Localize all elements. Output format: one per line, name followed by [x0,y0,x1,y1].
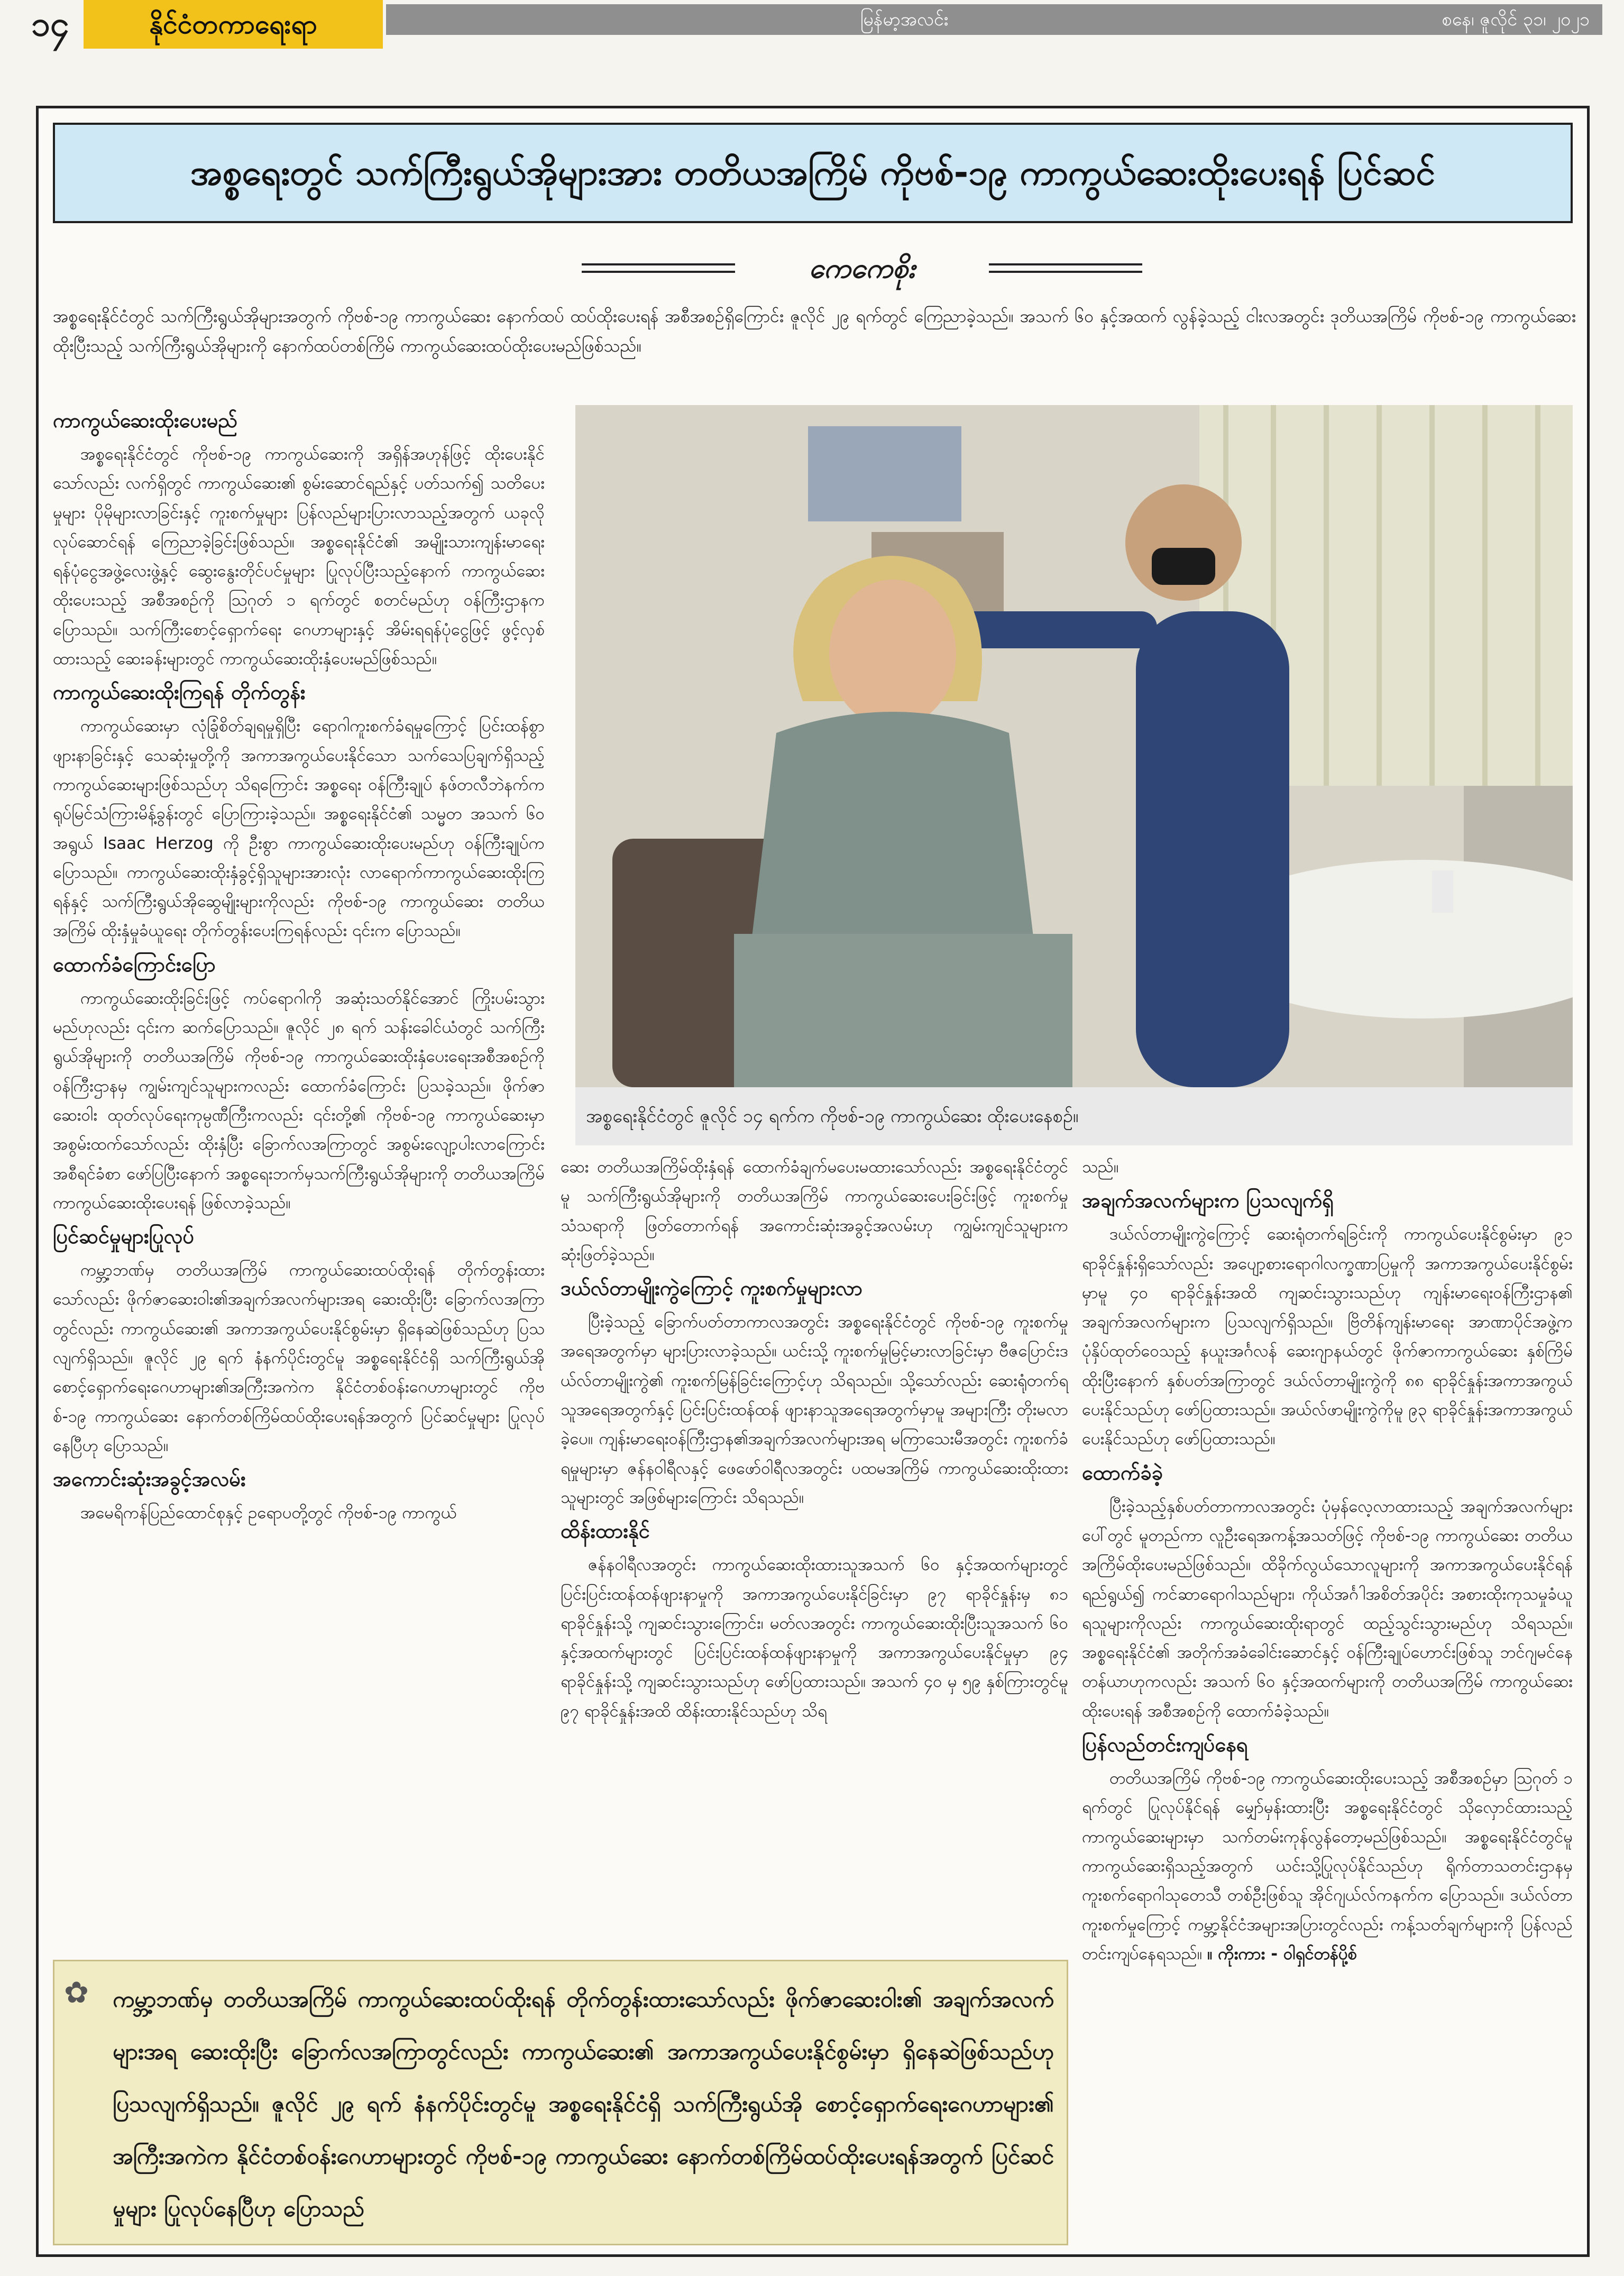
paragraph: ဒယ်လ်တာမျိုးကွဲကြောင့် ဆေးရုံတက်ရခြင်းကို ကာကွယ်ပေးနိုင်စွမ်းမှာ ၉၁ ရာခိုင်နှုန်းရှိသော်လည်း အပျော့စားရောဂါလက္ခဏာပြမှုကို အကာအကွယ်ပေးနိုင်စွမ်းမှာမူ ၄၀ ရာခိုင်နှုန်းအထိ ကျဆင်းသွားသည်ဟု ကျန်းမာရေးဝန်ကြီးဌာန၏ အချက်အလက်များက ပြသလျက်ရှိသည်။ ဗြိတိန်ကျန်းမာရေး အာဏာပိုင်အဖွဲ့က ပုံနှိပ်ထုတ်ဝေသည့် နယူးအင်္ဂလန် ဆေးဂျာနယ်တွင် ဖိုက်ဇာကာကွယ်ဆေး နှစ်ကြိမ်ထိုးပြီးနောက် နှစ်ပတ်အကြာတွင် ဒယ်လ်တာမျိုးကွဲကို ၈၈ ရာခိုင်နှုန်းအကာအကွယ်ပေးနိုင်သည်ဟု ဖော်ပြထားသည်။ အယ်လ်ဖာမျိုးကွဲကိုမူ ၉၃ ရာခိုင်နှုန်းအကာအကွယ်ပေးနိုင်သည်ဟု ဖော်ပြထားသည်။ [1082,1225,1573,1449]
subheading: အချက်အလက်များက ပြသလျက်ရှိ [1082,1189,1334,1213]
article-photo [575,405,1573,1145]
section-label: နိုင်ငံတကာရေးရာ [84,0,383,49]
issue-date: စနေ၊ ဇူလိုင် ၃၁၊ ၂၀၂၁ [1442,9,1590,30]
headline-box [53,123,1573,223]
pull-quote-text: ကမ္ဘာ့ဘဏ်မှ တတိယအကြိမ် ကာကွယ်ဆေးထပ်ထိုးရန် တိုက်တွန်းထားသော်လည်း ဖိုက်ဇာဆေးဝါး၏ အချက်အလက်များအရ ဆေးထိုးပြီး ခြောက်လအကြာတွင်လည်း ကာကွယ်ဆေး၏ အကာအကွယ်ပေးနိုင်စွမ်းမှာ ရှိနေဆဲဖြစ်သည်ဟု ပြသလျက်ရှိသည်။ ဇူလိုင် ၂၉ ရက် နံနက်ပိုင်းတွင်မူ အစ္စရေးနိုင်ငံရှိ သက်ကြီးရွယ်အို စောင့်ရှောက်ရေးဂေဟာများ၏ အကြီးအကဲက နိုင်ငံတစ်ဝန်းဂေဟာများတွင် ကိုဗစ်-၁၉ ကာကွယ်ဆေး နောက်တစ်ကြိမ်ထပ်ထိုးပေးရန်အတွက် ပြင်ဆင်မှုများ ပြုလုပ်နေပြီဟု ပြောသည် [113,1986,1054,2222]
paragraph: ကာကွယ်ဆေးမှာ လုံခြုံစိတ်ချရမှုရှိပြီး ရောဂါကူးစက်ခံရမှုကြောင့် ပြင်းထန်စွာဖျားနာခြင်းနှင့် သေဆုံးမှုတို့ကို အကာအကွယ်ပေးနိုင်သော သက်သေပြချက်ရှိသည့် ကာကွယ်ဆေးများဖြစ်သည်ဟု သိရကြောင်း အစ္စရေး ဝန်ကြီးချုပ် နဖ်တလီဘဲနက်က ရုပ်မြင်သံကြားမိန့်ခွန်းတွင် ပြောကြားခဲ့သည်။ အစ္စရေးနိုင်ငံ၏ သမ္မတ အသက် ၆၀ အရွယ် Isaac Herzog ကို ဦးစွာ ကာကွယ်ဆေးထိုးပေးမည်ဟု ဝန်ကြီးချုပ်က ပြောသည်။ ကာကွယ်ဆေးထိုးနှံခွင့်ရှိသူများအားလုံး လာရောက်ကာကွယ်ဆေးထိုးကြရန်နှင့် သက်ကြီးရွယ်အိုဆွေမျိုးများကိုလည်း ကိုဗစ်-၁၉ ကာကွယ်ဆေး တတိယအကြိမ် ထိုးနှံမှုခံယူရေး တိုက်တွန်းပေးကြရန်လည်း ၎င်းက ပြောသည်။ [53,717,545,941]
byline: ကေကေစိုး [809,253,915,284]
paragraph: အစ္စရေးနိုင်ငံတွင် ကိုဗစ်-၁၉ ကာကွယ်ဆေးကို အရှိန်အဟုန်ဖြင့် ထိုးပေးနိုင်သော်လည်း လက်ရှိတွင် ကာကွယ်ဆေး၏ စွမ်းဆောင်ရည်နှင့် ပတ်သက်၍ သတိပေးမှုများ ပိုမိုများလာခြင်းနှင့် ကူးစက်မှုများ ပြန်လည်များပြားလာသည့်အတွက် ယခုလိုလုပ်ဆောင်ရန် ကြေညာခဲ့ခြင်းဖြစ်သည်။ အစ္စရေးနိုင်ငံ၏ အမျိုးသားကျန်းမာရေးရန်ပုံငွေအဖွဲ့လေးဖွဲ့နှင့် ဆွေးနွေးတိုင်ပင်မှုများ ပြုလုပ်ပြီးသည့်နောက် ကာကွယ်ဆေးထိုးပေးသည့် အစီအစဉ်ကို ဩဂုတ် ၁ ရက်တွင် စတင်မည်ဟု ဝန်ကြီးဌာနက ပြောသည်။ သက်ကြီးစောင့်ရှောက်ရေး ဂေဟာများနှင့် အိမ်းရရန်ပုံငွေဖြင့် ဖွင့်လှစ်ထားသည့် ဆေးခန်းများတွင် ကာကွယ်ဆေးထိုးနှံပေးမည်ဖြစ်သည်။ [53,445,545,669]
paragraph: သည်။ [1082,1158,1119,1177]
page-number: ၁၄ [31,5,69,44]
subheading: အကောင်းဆုံးအခွင့်အလမ်း [53,1467,246,1491]
column-2 [561,1153,1068,1946]
pull-quote-box [53,1960,1068,2245]
subheading: ထိန်းထားနိုင် [561,1519,650,1543]
paragraph: ပြီးခဲ့သည့် ခြောက်ပတ်တာကာလအတွင်း အစ္စရေးနိုင်ငံတွင် ကိုဗစ်-၁၉ ကူးစက်မှုအရေအတွက်မှာ များပြားလာခဲ့သည်။ ယင်းသို့ ကူးစက်မှုမြင့်မားလာခြင်းမှာ ဗီဇပြောင်းဒယ်လ်တာမျိုးကွဲ၏ ကူးစက်မြန်ခြင်းကြောင့်ဟု သိရသည်။ သို့သော်လည်း ဆေးရုံတက်ရသူအရေအတွက်နှင့် ပြင်းပြင်းထန်ထန် ဖျားနာသူအရေအတွက်မှာမူ အများကြီး တိုးမလာခဲ့ပေ။ ကျန်းမာရေးဝန်ကြီးဌာန၏အချက်အလက်များအရ မကြာသေးမီအတွင်း ကူးစက်ခံရမှုများမှာ ဇန်နဝါရီလနှင့် ဖေဖော်ဝါရီလအတွင်း ပထမအကြိမ် ကာကွယ်ဆေးထိုးထားသူများတွင် အဖြစ်များကြောင်း သိရသည်။ [561,1313,1068,1507]
article-intro: အစ္စရေးနိုင်ငံတွင် သက်ကြီးရွယ်အိုများအတွက် ကိုဗစ်-၁၉ ကာကွယ်ဆေး နောက်ထပ် ထပ်ထိုးပေးရန် အစီအစဉ်ရှိကြောင်း ဇူလိုင် ၂၉ ရက်တွင် ကြေညာခဲ့သည်။ အသက် ၆၀ နှင့်အထက် လွန်ခဲ့သည့် ငါးလအတွင်း ဒုတိယအကြိမ် ကိုဗစ်-၁၉ ကာကွယ်ဆေးထိုးပြီးသည့် သက်ကြီးရွယ်အိုများကို နောက်ထပ်တစ်ကြိမ် ကာကွယ်ဆေးထပ်ထိုးပေးမည်ဖြစ်သည်။ [53,306,1576,356]
subheading: ပြန်လည်တင်းကျပ်နေရ [1082,1733,1248,1757]
subheading: ကာကွယ်ဆေးထိုးပေးမည် [53,409,238,432]
paragraph-text: တတိယအကြိမ် ကိုဗစ်-၁၉ ကာကွယ်ဆေးထိုးပေးသည့် အစီအစဉ်မှာ ဩဂုတ် ၁ ရက်တွင် ပြုလုပ်နိုင်ရန် မျှော်မှန်းထားပြီး အစ္စရေးနိုင်ငံတွင် သိုလှောင်ထားသည့် ကာကွယ်ဆေးများမှာ သက်တမ်းကုန်လွန်တော့မည်ဖြစ်သည်။ အစ္စရေးနိုင်ငံတွင်မူ ကာကွယ်ဆေးရှိသည့်အတွက် ယင်းသို့ပြုလုပ်နိုင်သည်ဟု ရိုက်တာသတင်းဌာနမှ ကူးစက်ရောဂါသုတေသီ တစ်ဦးဖြစ်သူ အိုင်ဂျယ်လ်ကနက်က ပြောသည်။ ဒယ်လ်တာကူးစက်မှုကြောင့် ကမ္ဘာ့နိုင်ငံအများအပြားတွင်လည်း ကန့်သတ်ချက်များကို ပြန်လည်တင်းကျပ်နေရသည်။ [1082,1769,1573,1963]
paragraph: အမေရိကန်ပြည်ထောင်စုနှင့် ဥရောပတို့တွင် ကိုဗစ်-၁၉ ကာကွယ် [80,1503,457,1523]
article-headline: အစ္စရေးတွင် သက်ကြီးရွယ်အိုများအား တတိယအကြိမ် ကိုဗစ်-၁၉ ကာကွယ်ဆေးထိုးပေးရန် ပြင်ဆင် [190,152,1436,193]
byline-rule-left [582,263,735,273]
column-1 [53,402,545,1946]
byline-block [582,247,1142,290]
masthead [0,0,1624,49]
newspaper-name: မြန်မာ့အလင်း [860,9,949,30]
column-3 [1082,1153,1573,2242]
paragraph: ကာကွယ်ဆေးထိုးခြင်းဖြင့် ကပ်ရောဂါကို အဆုံးသတ်နိုင်အောင် ကြိုးပမ်းသွားမည်ဟုလည်း ၎င်းက ဆက်ပြောသည်။ ဇူလိုင် ၂၈ ရက် သန်းခေါင်ယံတွင် သက်ကြီးရွယ်အိုများကို တတိယအကြိမ် ကိုဗစ်-၁၉ ကာကွယ်ဆေးထိုးနှံပေးရေးအစီအစဉ်ကို ဝန်ကြီးဌာနမှ ကျွမ်းကျင်သူများကလည်း ထောက်ခံကြောင်း ပြသခဲ့သည်။ ဖိုက်ဇာဆေးဝါး ထုတ်လုပ်ရေးကုမ္ပဏီကြီးကလည်း ၎င်းတို့၏ ကိုဗစ်-၁၉ ကာကွယ်ဆေးမှာ အစွမ်းထက်သော်လည်း ထိုးနှံပြီး ခြောက်လအကြာတွင် အစွမ်းလျော့ပါးလာကြောင်း အစီရင်ခံစာ ဖော်ပြပြီးနောက် အစ္စရေးဘက်မှသက်ကြီးရွယ်အိုများကို တတိယအကြိမ်ကာကွယ်ဆေးထိုးပေးရန် ဖြစ်လာခဲ့သည်။ [53,988,545,1213]
vaccination-photo [575,405,1573,1087]
subheading: ဒယ်လ်တာမျိုးကွဲကြောင့် ကူးစက်မှုများလာ [561,1277,863,1300]
subheading: ပြင်ဆင်မှုများပြုလုပ် [53,1225,195,1249]
masthead-strip [386,4,1602,35]
subheading: ထောက်ခံကြောင်းပြော [53,952,216,976]
source-credit: ။ ကိုးကား - ဝါရှင်တန်ပို့စ် [1207,1944,1357,1963]
photo-caption: အစ္စရေးနိုင်ငံတွင် ဇူလိုင် ၁၄ ရက်က ကိုဗစ်-၁၉ ကာကွယ်ဆေး ထိုးပေးနေစဉ်။ [575,1087,1573,1145]
subheading: ထောက်ခံခဲ့ [1082,1461,1163,1484]
paragraph: ပြီးခဲ့သည့်နှစ်ပတ်တာကာလအတွင်း ပုံမှန်လေ့လာထားသည့် အချက်အလက်များပေါ်တွင် မူတည်ကာ လူဦးရေအကန့်အသတ်ဖြင့် ကိုဗစ်-၁၉ ကာကွယ်ဆေး တတိယအကြိမ်ထိုးပေးမည်ဖြစ်သည်။ ထိခိုက်လွယ်သောလူများကို အကာအကွယ်ပေးနိုင်ရန် ရည်ရွယ်၍ ကင်ဆာရောဂါသည်များ၊ ကိုယ်အင်္ဂါအစိတ်အပိုင်း အစားထိုးကုသမှုခံယူရသူများကိုလည်း ကာကွယ်ဆေးထိုးရာတွင် ထည့်သွင်းသွားမည်ဟု သိရသည်။ အစ္စရေးနိုင်ငံ၏ အတိုက်အခံခေါင်းဆောင်နှင့် ဝန်ကြီးချုပ်ဟောင်းဖြစ်သူ ဘင်ဂျမင်နေတန်ယာဟုကလည်း အသက် ၆၀ နှင့်အထက်များကို တတိယအကြိမ် ကာကွယ်ဆေးထိုးပေးရန် အစီအစဉ်ကို ထောက်ခံခဲ့သည်။ [1082,1497,1573,1721]
byline-rule-right [989,263,1142,273]
paragraph [1082,1764,1573,1969]
flower-bullet-icon: ✿ [64,1976,89,2010]
paragraph: ဆေး တတိယအကြိမ်ထိုးနှံရန် ထောက်ခံချက်မပေးမထားသော်လည်း အစ္စရေးနိုင်ငံတွင်မူ သက်ကြီးရွယ်အိုများကို တတိယအကြိမ် ကာကွယ်ဆေးပေးခြင်းဖြင့် ကူးစက်မှုသံသရာကို ဖြတ်တောက်ရန် အကောင်းဆုံးအခွင့်အလမ်းဟု ကျွမ်းကျင်သူများက ဆုံးဖြတ်ခဲ့သည်။ [561,1158,1068,1264]
subheading: ကာကွယ်ဆေးထိုးကြရန် တိုက်တွန်း [53,681,306,704]
paragraph: ဇန်နဝါရီလအတွင်း ကာကွယ်ဆေးထိုးထားသူအသက် ၆၀ နှင့်အထက်များတွင် ပြင်းပြင်းထန်ထန်ဖျားနာမှုကို အကာအကွယ်ပေးနိုင်ခြင်းမှာ ၉၇ ရာခိုင်နှုန်းမှ ၈၁ ရာခိုင်နှုန်းသို့ ကျဆင်းသွားကြောင်း၊ မတ်လအတွင်း ကာကွယ်ဆေးထိုးပြီးသူအသက် ၆၀ နှင့်အထက်များတွင် ပြင်းပြင်းထန်ထန်ဖျားနာမှုကို အကာအကွယ်ပေးနိုင်မှုမှာ ၉၄ ရာခိုင်နှုန်းသို့ ကျဆင်းသွားသည်ဟု ဖော်ပြထားသည်။ အသက် ၄၀ မှ ၅၉ နှစ်ကြားတွင်မူ ၉၇ ရာခိုင်နှုန်းအထိ ထိန်းထားနိုင်သည်ဟု သိရ [561,1555,1068,1721]
paragraph: ကမ္ဘာ့ဘဏ်မှ တတိယအကြိမ် ကာကွယ်ဆေးထပ်ထိုးရန် တိုက်တွန်းထားသော်လည်း ဖိုက်ဇာဆေးဝါး၏အချက်အလက်များအရ ဆေးထိုးပြီး ခြောက်လအကြာတွင်လည်း ကာကွယ်ဆေး၏ အကာအကွယ်ပေးနိုင်စွမ်းမှာ ရှိနေဆဲဖြစ်သည်ဟု ပြသလျက်ရှိသည်။ ဇူလိုင် ၂၉ ရက် နံနက်ပိုင်းတွင်မူ အစ္စရေးနိုင်ငံရှိ သက်ကြီးရွယ်အို စောင့်ရှောက်ရေးဂေဟာများ၏အကြီးအကဲက နိုင်ငံတစ်ဝန်းဂေဟာများတွင် ကိုဗစ်-၁၉ ကာကွယ်ဆေး နောက်တစ်ကြိမ်ထပ်ထိုးပေးရန်အတွက် ပြင်ဆင်မှုများ ပြုလုပ်နေပြီဟု ပြောသည်။ [53,1261,545,1455]
